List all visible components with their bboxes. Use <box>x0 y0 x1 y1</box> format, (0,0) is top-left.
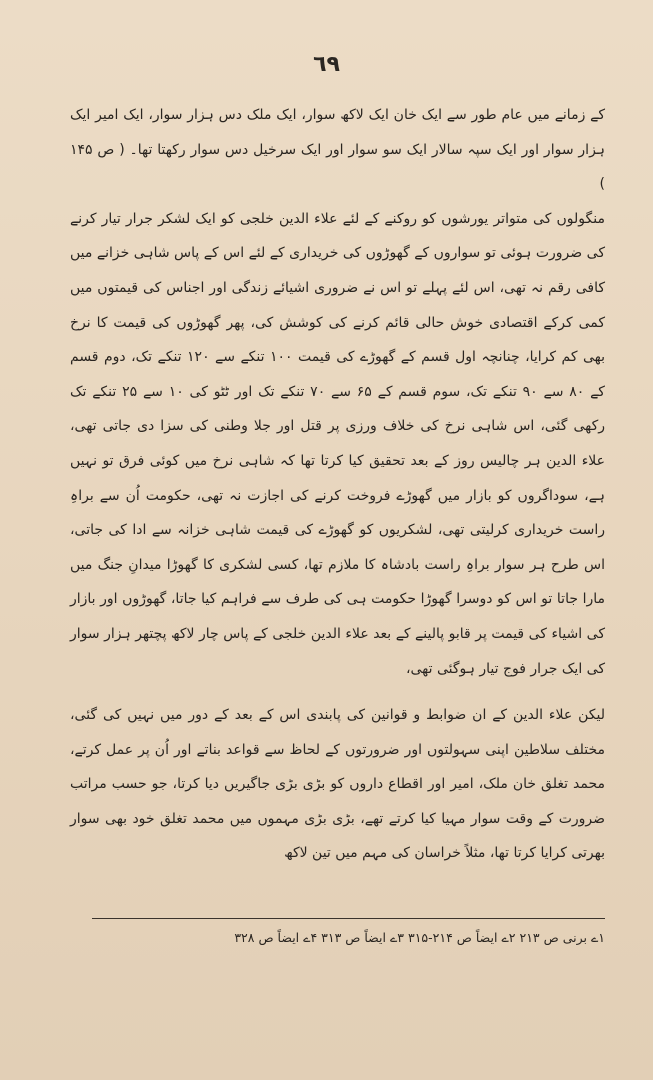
text-line: لیکن علاء الدین کے ان ضوابط و قوانین کی پابندی اس کے بعد کے دور میں نہیں کی گئی، مختلف <box>70 707 606 758</box>
text-line: امیر اور اقطاع داروں کو بڑی بڑی جاگیریں دیا کرتا، جو حسب مراتب ضرورت کے وقت سوار مہیا کیا <box>70 776 606 827</box>
text-line: تیار ہوگئی تھی، <box>405 660 499 677</box>
footnote-divider <box>92 918 605 919</box>
text-line: میں مارا جاتا تو اس کو دوسرا گھوڑا حکومت ہی کی طرف سے فراہم کیا جاتا، گھوڑوں اور بازار کی اشیاء <box>70 556 605 642</box>
text-line: کی، پھر گھوڑوں کی قیمت کا نرخ بھی کم کرایا، چنانچہ اول قسم کے گھوڑے کی قیمت ۱۰۰ تنکے سے ۱۲۰ تنکے تک، دوم <box>70 314 606 366</box>
text-line: کی خلاف ورزی پر قتل اور جلا وطنی کی سزا دی جاتی تھی، علاء الدین ہر چالیس روز کے بعد تحقیق کیا کرتا <box>70 418 605 469</box>
text-line: منگولوں کی متواتر یورشوں کو روکنے کے لئے علاء الدین خلجی کو ایک لشکر جرار تیار کرنے کی ضرورت ہوئی <box>70 210 605 262</box>
paragraph <box>70 698 605 871</box>
text-line: قسم کے ۸۰ سے ۹۰ تنکے تک، سوم قسم کے ۶۵ سے ۷۰ تنکے تک اور ٹٹو کی ۱۰ سے ۲۵ تنکے تک رکھی گئی، اس شاہی نرخ <box>70 349 606 435</box>
text-line: کی قیمت پر قابو پالینے کے بعد علاء الدین خلجی کے پاس چار لاکھ پچتھر ہزار سوار کی ایک جرار فوج <box>70 625 605 677</box>
text-line: تو اس نے ضروری اشیائے زندگی اور اجناس کی قیمتوں میں کمی کرکے اقتصادی خوش حالی قائم کرنے کی کوشش <box>70 279 606 331</box>
paragraph <box>70 98 605 202</box>
body-text <box>70 98 605 871</box>
text-line: ادا کی جاتی، اس طرح ہر سوار براہِ راست بادشاہ کا ملازم تھا، کسی لشکری کا گھوڑا میدانِ جنگ <box>70 522 605 573</box>
text-line: سلاطین اپنی سہولتوں اور ضرورتوں کے لحاظ سے قواعد بناتے اور اُن پر عمل کرتے، محمد تغلق خان ملک، <box>70 741 605 793</box>
text-line: تھا کہ شاہی نرخ میں کوئی فرق تو نہیں ہے، سوداگروں کو بازار میں گھوڑے فروخت کرنے کی اجازت <box>70 452 605 504</box>
text-line: کے زمانے میں عام طور سے ایک خان ایک لاکھ سوار، ایک ملک دس ہزار سوار، ایک امیر ایک ہزار سوار اور ایک <box>70 107 605 158</box>
text-line: تو سواروں کے گھوڑوں کی خریداری کے لئے اس کے پاس شاہی خزانے میں کافی رقم نہ تھی، اس لئے پہلے <box>70 245 606 296</box>
paragraph <box>70 202 605 686</box>
text-line: سپہ سالار ایک سو سوار اور ایک سرخیل دس سوار رکھتا تھا۔ ( ص ۱۴۵ ) <box>70 141 605 193</box>
text-line: نہ تھی، حکومت اُن سے براہِ راست خریداری کرلیتی تھی، لشکریوں کو گھوڑے کی قیمت شاہی خزانہ سے <box>70 487 606 539</box>
page-number: ٦٩ <box>313 52 340 77</box>
footnotes: ۱ے برنی ص ۲۱۳ ۲ے ایضاً ص ۲۱۴-۳۱۵ ۳ے ایضاً ص ۳۱۳ ۴ے ایضاً ص ۳۲۸ <box>234 930 605 945</box>
text-line: کرتے تھے، بڑی بڑی مہموں میں محمد تغلق خود بھی سوار بھرتی کرایا کرتا تھا، مثلاً خراسان کی مہم میں تین لاکھ <box>70 810 605 862</box>
